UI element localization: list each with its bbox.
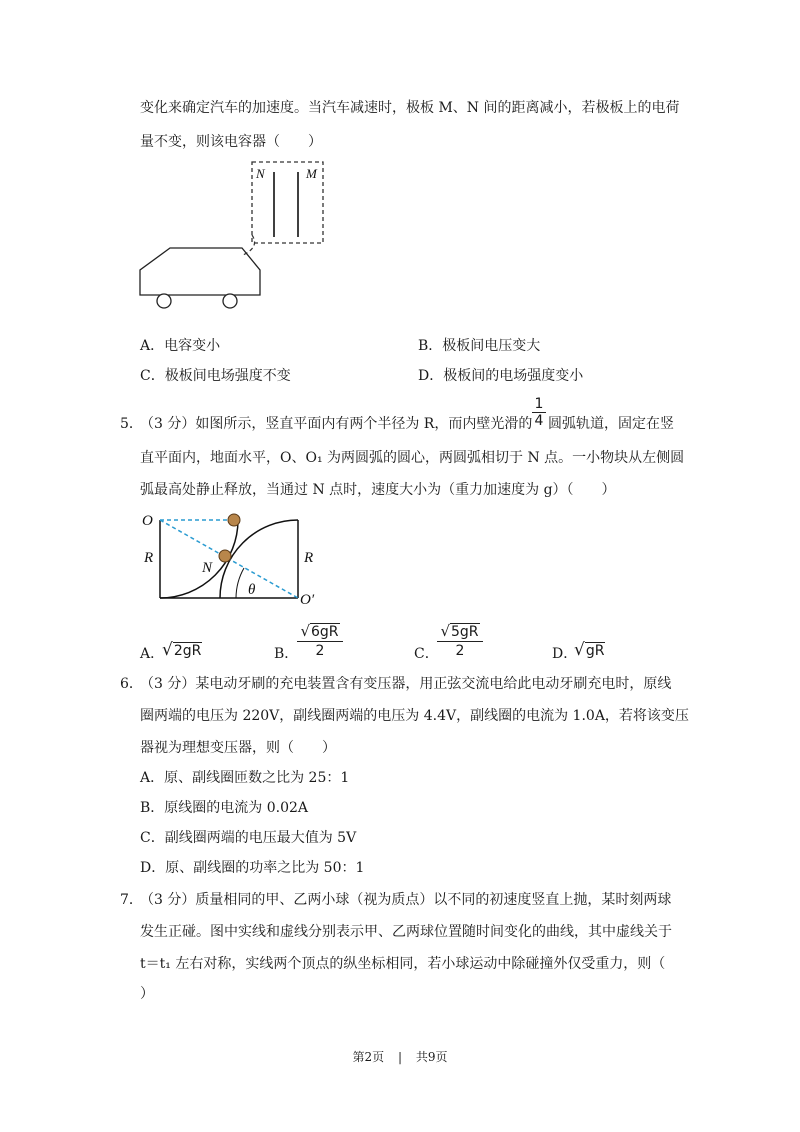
footer-divider: | [397, 1050, 403, 1064]
q5-option-c-fraction: √5gR 2 [437, 622, 483, 660]
label-r-right: R [304, 550, 314, 566]
plate-n-label: N [256, 166, 265, 181]
q5-number: 5． [120, 416, 143, 432]
q6-option-b: B．原线圈的电流为 0.02A [140, 800, 309, 816]
q7-text-line3: t＝t₁ 左右对称，实线两个顶点的纵坐标相同，若小球运动中除碰撞外仅受重力，则（ [140, 956, 666, 972]
q6-option-a: A．原、副线圈匝数之比为 25：1 [140, 770, 350, 786]
q5-option-b-letter: B． [274, 646, 299, 662]
q6-option-c: C．副线圈两端的电压最大值为 5V [140, 830, 357, 846]
q5-option-b-fraction: √6gR 2 [297, 622, 343, 660]
q4-text-line1: 变化来确定汽车的加速度。当汽车减速时，极板 M、N 间的距离减小，若极板上的电荷 [140, 100, 680, 116]
q4-text-line2: 量不变，则该电容器（ ） [140, 134, 322, 150]
q5-frac-num: 1 [534, 396, 544, 412]
ball-top [228, 514, 240, 526]
footer-total: 共9页 [415, 1050, 448, 1064]
q4-option-c: C．极板间电场强度不变 [140, 368, 291, 384]
q6-option-d: D．原、副线圈的功率之比为 50：1 [140, 860, 365, 876]
q6-text-line2: 圈两端的电压为 220V，副线圈两端的电压为 4.4V，副线圈的电流为 1.0A，若将该变压 [140, 708, 689, 724]
label-o: O [142, 513, 153, 529]
q5-text-line2: 直平面内，地面水平，O、O₁ 为两圆弧的圆心，两圆弧相切于 N 点。一小物块从左侧圆 [140, 450, 685, 466]
label-r-left: R [144, 550, 154, 566]
q7-text-line2: 发生正碰。图中实线和虚线分别表示甲、乙两球位置随时间变化的曲线，其中虚线关于 [140, 924, 672, 940]
q5-option-d-rad: gR [585, 643, 605, 659]
q5-option-d-math: √gR [574, 640, 605, 660]
q5-text-line1a: （3 分）如图所示，竖直平面内有两个半径为 R，而内壁光滑的 [140, 416, 533, 432]
page-footer [0, 1049, 800, 1065]
footer-page: 第2页 [352, 1050, 385, 1064]
label-theta: θ [248, 582, 256, 598]
label-n: N [202, 560, 213, 576]
car-capacitor-figure [130, 155, 335, 315]
q5-option-a-math: √2gR [162, 640, 202, 660]
q5-option-a-letter: A． [140, 646, 165, 662]
q5-option-a-rad: 2gR [173, 643, 202, 659]
q5-option-b-rad: 6gR [311, 624, 339, 640]
q5-text-line3: 弧最高处静止释放，当通过 N 点时，速度大小为（重力加速度为 g）（ ） [140, 482, 616, 498]
ball-n [219, 550, 231, 562]
q5-option-c-den: 2 [455, 643, 465, 659]
q4-option-b: B．极板间电压变大 [418, 338, 541, 354]
circular-track-figure [138, 504, 328, 608]
q6-number: 6． [120, 676, 143, 692]
q6-text-line1: （3 分）某电动牙刷的充电装置含有变压器，用正弦交流电给此电动牙刷充电时，原线 [140, 676, 672, 692]
q4-option-d: D．极板间的电场强度变小 [418, 368, 584, 384]
q5-option-c-letter: C． [414, 646, 439, 662]
q5-text-line1b: 圆弧轨道，固定在竖 [548, 416, 674, 432]
q5-option-d-letter: D． [552, 646, 578, 662]
plate-m-label: M [306, 166, 317, 181]
q4-option-a: A．电容变小 [140, 338, 221, 354]
q7-text-line1: （3 分）质量相同的甲、乙两小球（视为质点）以不同的初速度竖直上抛，某时刻两球 [140, 892, 672, 908]
label-o-prime: O′ [300, 592, 315, 608]
q5-frac-den: 4 [534, 413, 544, 429]
q5-option-c-rad: 5gR [451, 624, 479, 640]
q5-option-b-den: 2 [315, 643, 325, 659]
q7-text-line4: ） [140, 986, 154, 1002]
q6-text-line3: 器视为理想变压器，则（ ） [140, 740, 336, 756]
q5-quarter-fraction [532, 396, 546, 429]
q7-number: 7． [120, 892, 143, 908]
